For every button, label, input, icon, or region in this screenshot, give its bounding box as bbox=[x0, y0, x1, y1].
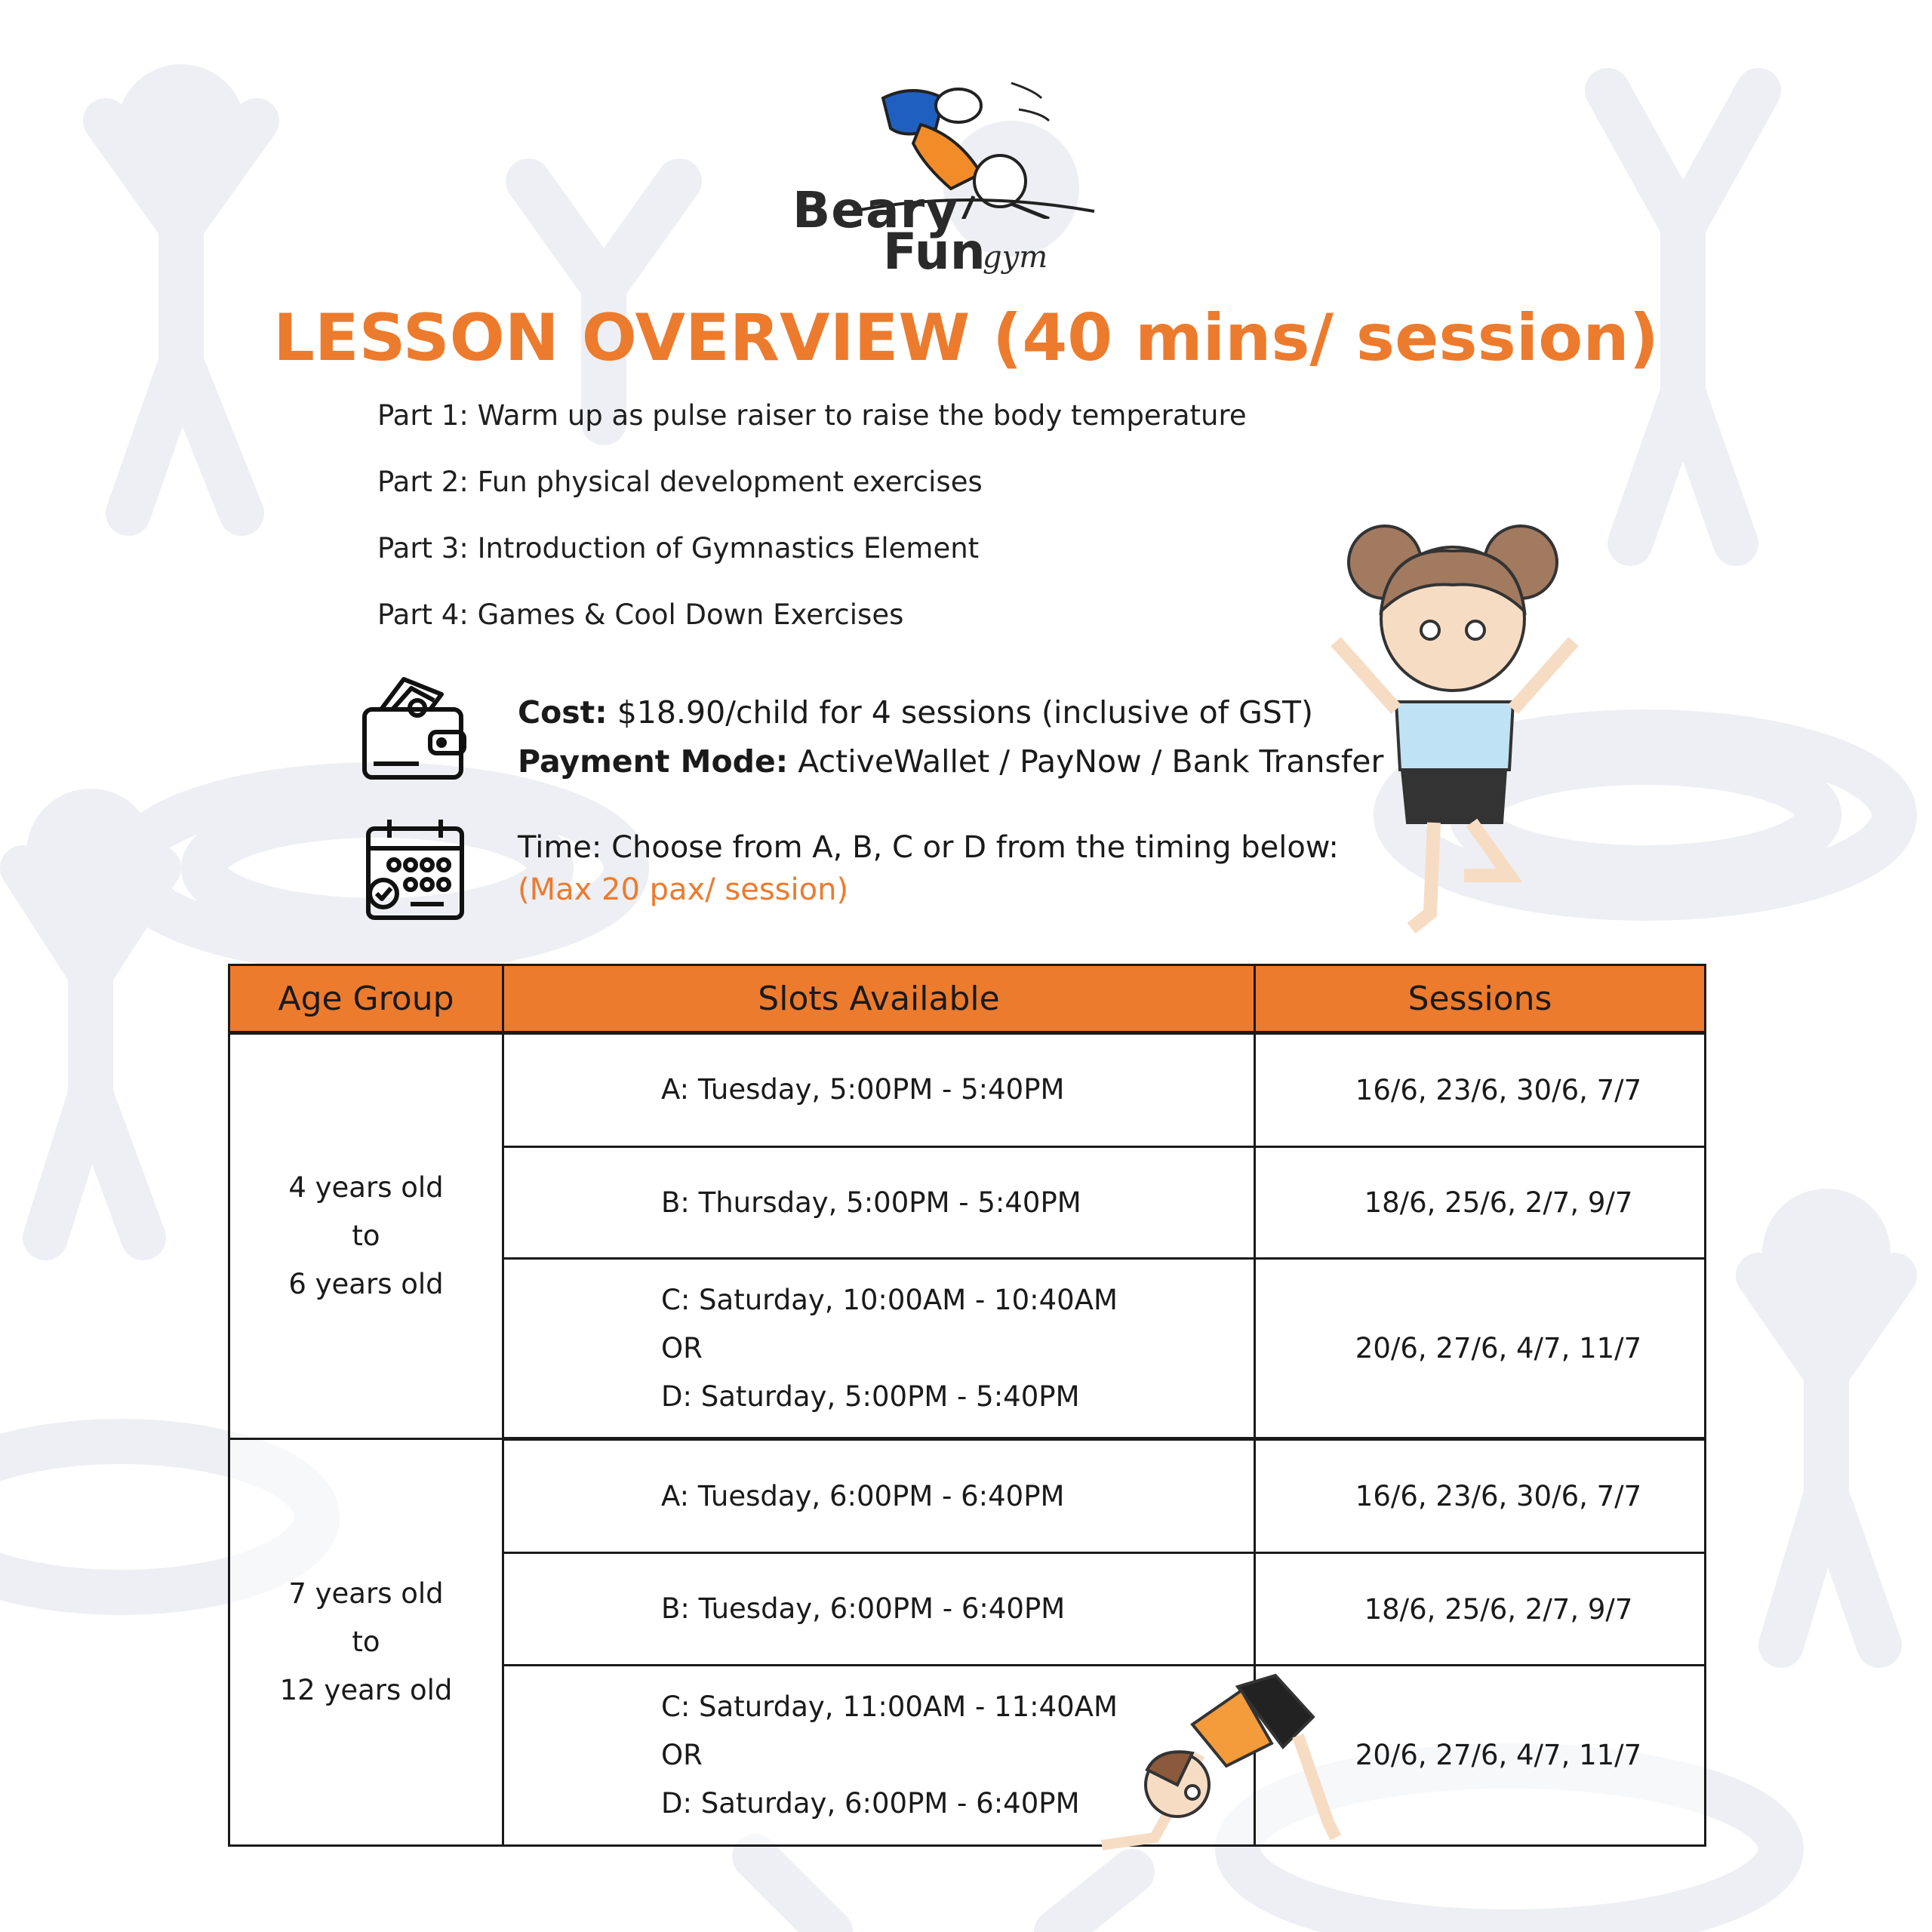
sessions-cell: 18/6, 25/6, 2/7, 9/7 bbox=[1255, 1553, 1706, 1666]
slot-cell: A: Tuesday, 6:00PM - 6:40PM bbox=[503, 1439, 1255, 1553]
time-text: Time: Choose from A, B, C or D from the timing below: bbox=[518, 830, 1339, 865]
sessions-cell: 18/6, 25/6, 2/7, 9/7 bbox=[1255, 1146, 1706, 1259]
slot-cell bbox=[503, 1259, 1255, 1439]
payment-value: ActiveWallet / PayNow / Bank Transfer bbox=[798, 743, 1384, 780]
logo-text-gym: gym bbox=[983, 240, 1048, 275]
age-line: 7 years old bbox=[288, 1577, 444, 1611]
lesson-part-1: Part 1: Warm up as pulse raiser to raise the body temperature bbox=[377, 399, 1247, 432]
age-line: 6 years old bbox=[288, 1268, 444, 1301]
wallet-icon bbox=[358, 672, 472, 785]
age-line: 12 years old bbox=[279, 1674, 453, 1707]
slot-line: C: Saturday, 11:00AM - 11:40AM bbox=[661, 1690, 1118, 1723]
lesson-part-3: Part 3: Introduction of Gymnastics Element bbox=[377, 532, 980, 565]
age-line: to bbox=[352, 1626, 380, 1659]
table-row bbox=[229, 1033, 1706, 1147]
slot-cell: A: Tuesday, 5:00PM - 5:40PM bbox=[503, 1033, 1255, 1147]
page-title: LESSON OVERVIEW (40 mins/ session) bbox=[273, 300, 1659, 376]
lesson-part-4: Part 4: Games & Cool Down Exercises bbox=[377, 598, 904, 631]
slot-cell: B: Tuesday, 6:00PM - 6:40PM bbox=[503, 1553, 1255, 1666]
slot-line: OR bbox=[661, 1738, 703, 1771]
lesson-parts-list bbox=[377, 394, 1247, 660]
sessions-cell: 16/6, 23/6, 30/6, 7/7 bbox=[1255, 1033, 1706, 1147]
sessions-cell: 20/6, 27/6, 4/7, 11/7 bbox=[1255, 1665, 1706, 1845]
max-pax-note: (Max 20 pax/ session) bbox=[518, 872, 849, 907]
cost-info bbox=[518, 688, 1383, 786]
slot-line: D: Saturday, 5:00PM - 5:40PM bbox=[661, 1380, 1080, 1413]
age-line: 4 years old bbox=[288, 1171, 444, 1204]
payment-line bbox=[518, 737, 1383, 786]
age-line: to bbox=[352, 1220, 380, 1253]
table-header-row bbox=[229, 965, 1706, 1033]
slot-cell: B: Thursday, 5:00PM - 5:40PM bbox=[503, 1146, 1255, 1259]
cost-label: Cost: bbox=[518, 694, 608, 731]
beary-fun-gym-logo bbox=[785, 68, 1147, 287]
girl-balancing-illustration bbox=[1321, 521, 1585, 943]
age-group-cell bbox=[229, 1033, 503, 1439]
sessions-cell: 20/6, 27/6, 4/7, 11/7 bbox=[1255, 1259, 1706, 1439]
payment-label: Payment Mode: bbox=[518, 743, 789, 780]
sessions-cell: 16/6, 23/6, 30/6, 7/7 bbox=[1255, 1439, 1706, 1553]
schedule-table bbox=[228, 964, 1706, 1847]
cost-line bbox=[518, 688, 1383, 737]
age-group-cell bbox=[229, 1439, 503, 1846]
calendar-icon bbox=[361, 815, 470, 924]
header-sessions: Sessions bbox=[1255, 965, 1706, 1033]
table-row bbox=[229, 1439, 1706, 1553]
boy-downward-dog-illustration bbox=[1087, 1672, 1404, 1857]
header-age-group: Age Group bbox=[229, 965, 503, 1033]
slot-line: OR bbox=[661, 1331, 703, 1364]
header-slots-available: Slots Available bbox=[503, 965, 1255, 1033]
slot-line: C: Saturday, 10:00AM - 10:40AM bbox=[661, 1283, 1118, 1316]
cost-value: $18.90/child for 4 sessions (inclusive of GST) bbox=[617, 694, 1313, 731]
logo-text-fun: Fun bbox=[883, 223, 986, 281]
slot-line: D: Saturday, 6:00PM - 6:40PM bbox=[661, 1786, 1080, 1820]
lesson-part-2: Part 2: Fun physical development exercises bbox=[377, 466, 983, 498]
logo-text-beary: Beary bbox=[792, 181, 959, 239]
time-info bbox=[518, 826, 1339, 911]
